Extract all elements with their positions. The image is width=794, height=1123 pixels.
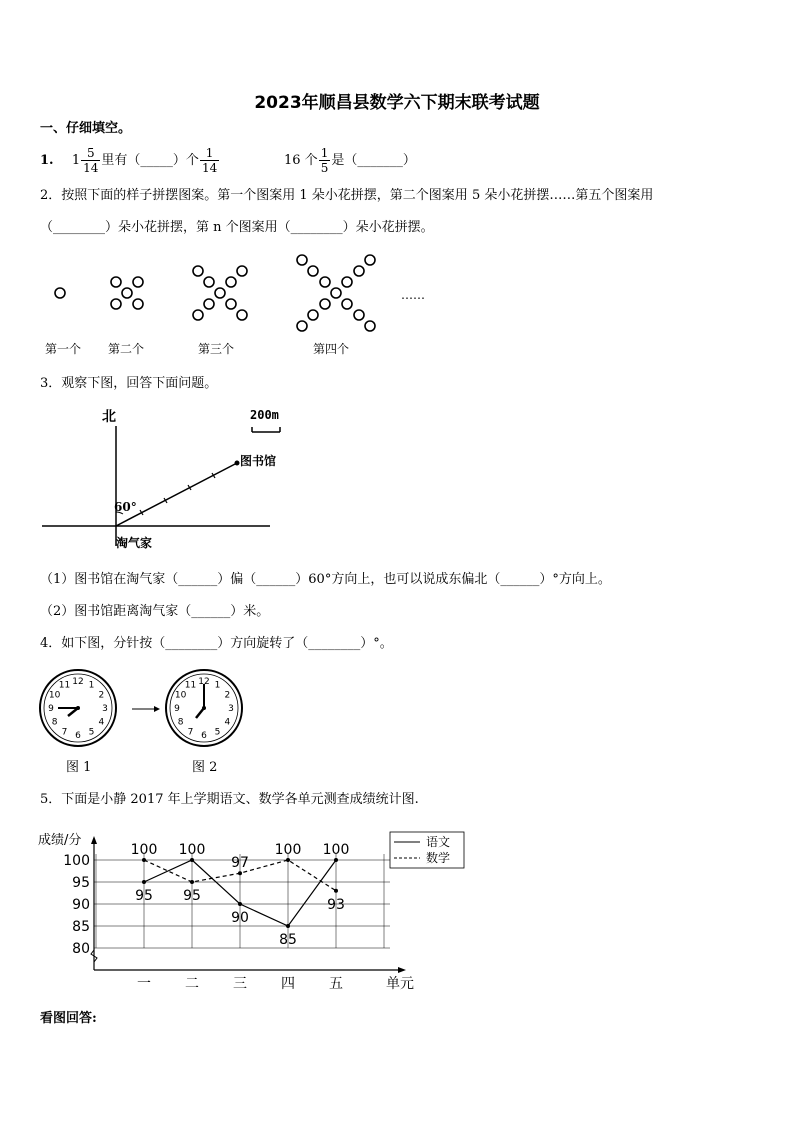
legend-entry-chinese: 语文 <box>426 835 451 849</box>
x-tick-label: 四 <box>281 976 295 992</box>
q1-number: 1. <box>40 153 54 168</box>
score-line-chart <box>30 822 451 1000</box>
question-5-instruction: 看图回答: <box>40 1011 97 1026</box>
question-3: 3．观察下图，回答下面问题。 <box>40 376 218 391</box>
q1-text-b-pre: 16 个 <box>284 153 318 168</box>
q1-whole: 1 <box>71 153 81 168</box>
clock-number: 11 <box>184 680 197 691</box>
y-tick-label: 90 <box>72 897 90 913</box>
flower-patterns <box>30 250 450 360</box>
clock-number: 5 <box>214 727 221 738</box>
q1-fraction-1 <box>81 146 100 175</box>
data-label: 97 <box>231 855 249 872</box>
x-tick-label: 三 <box>233 976 247 992</box>
x-tick-label: 一 <box>137 976 151 992</box>
q1-text-b-post: 是（_______） <box>331 153 416 168</box>
clock-number: 4 <box>98 717 105 728</box>
question-4: 4．如下图，分针按（________）方向旋转了（________）°。 <box>40 636 393 651</box>
fig-1-label: 图 1 <box>66 760 92 775</box>
pattern-1-flower <box>55 288 65 298</box>
clock-number: 7 <box>187 727 194 738</box>
page-title: 2023年顺昌县数学六下期末联考试题 <box>254 93 540 113</box>
clock-number: 8 <box>51 717 58 728</box>
clock-number: 10 <box>48 690 61 701</box>
pattern-ellipsis: …… <box>401 288 425 302</box>
data-point <box>190 880 194 884</box>
data-point <box>142 858 146 862</box>
question-5: 5．下面是小静 2017 年上学期语文、数学各单元测查成绩统计图. <box>40 792 419 807</box>
data-point <box>190 858 194 862</box>
x-tick-label: 二 <box>185 976 199 992</box>
arrow <box>132 706 160 712</box>
question-2-line-2: （________）朵小花拼摆，第 n 个图案用（________）朵小花拼摆。 <box>40 220 434 235</box>
data-label: 93 <box>327 896 345 913</box>
question-3-sub-1: （1）图书馆在淘气家（______）偏（______）60°方向上，也可以说成东偏北（______）°方向上。 <box>40 572 611 587</box>
clock-number: 6 <box>201 731 207 741</box>
q1-frac2-den: 14 <box>201 161 218 175</box>
clock-number: 12 <box>72 677 84 687</box>
chart-legend <box>390 832 464 868</box>
clock-number: 1 <box>214 680 221 691</box>
q1-frac2-num: 1 <box>200 146 219 161</box>
chart-x-ticks <box>137 976 343 992</box>
q1-frac1-den: 14 <box>83 161 99 175</box>
clock-number: 11 <box>58 680 71 691</box>
clock-number: 12 <box>198 677 210 687</box>
chart-y-label: 成绩/分 <box>38 833 82 848</box>
clock-1 <box>40 670 116 746</box>
fig-2-label: 图 2 <box>192 760 218 775</box>
y-axis-arrow <box>91 836 97 844</box>
q1-frac3-num: 1 <box>320 146 329 160</box>
q1-frac3-den: 5 <box>320 161 329 175</box>
data-point <box>238 871 242 875</box>
clock-number: 4 <box>224 717 231 728</box>
clock-number: 3 <box>102 704 108 714</box>
angle-label: 60° <box>114 500 137 514</box>
data-label: 100 <box>130 842 158 858</box>
data-label: 85 <box>279 932 297 948</box>
data-label: 100 <box>274 842 302 858</box>
library-label: 图书馆 <box>240 454 277 468</box>
q1-fraction-2 <box>200 146 219 175</box>
clock-number: 6 <box>75 731 81 741</box>
clock-number: 7 <box>61 727 68 738</box>
pattern-4 <box>297 255 375 331</box>
clock-number: 3 <box>228 704 234 714</box>
pattern-label-3: 第三个 <box>198 342 235 356</box>
clock-number: 8 <box>177 717 184 728</box>
clock-number: 2 <box>224 690 231 701</box>
data-label: 90 <box>231 910 249 926</box>
north-label: 北 <box>102 409 116 425</box>
clock-number: 2 <box>98 690 105 701</box>
scale-label: 200m <box>250 408 279 422</box>
chart-y-ticks <box>63 853 90 957</box>
data-label: 95 <box>135 888 153 904</box>
pattern-label-2: 第二个 <box>108 342 145 356</box>
y-tick-label: 85 <box>72 919 90 935</box>
section-heading: 一、仔细填空。 <box>40 121 132 136</box>
data-label: 95 <box>183 888 201 904</box>
q1-text-a: 里有（_____）个 <box>101 153 199 168</box>
chart-x-label: 单元 <box>386 976 414 992</box>
question-3-sub-2: （2）图书馆距离淘气家（______）米。 <box>40 604 270 619</box>
data-label: 100 <box>322 842 350 858</box>
data-point <box>334 858 338 862</box>
direction-diagram <box>38 400 308 560</box>
data-point <box>334 889 338 893</box>
q1-fraction-3 <box>319 146 331 175</box>
clock-number: 9 <box>48 704 54 714</box>
pattern-label-1: 第一个 <box>45 342 82 356</box>
pattern-3 <box>193 266 247 320</box>
clock-number: 10 <box>174 690 187 701</box>
question-1b <box>284 146 416 175</box>
x-tick-label: 五 <box>329 976 343 992</box>
clock-figures <box>36 666 248 750</box>
scale-bar <box>252 427 280 432</box>
question-2-line-1: 2．按照下面的样子拼摆图案。第一个图案用 1 朵小花拼摆，第二个图案用 5 朵小花拼摆……第五个图案用 <box>40 188 654 203</box>
pattern-label-4: 第四个 <box>313 342 350 356</box>
clock-number: 5 <box>88 727 95 738</box>
y-tick-label: 100 <box>63 853 90 869</box>
question-1 <box>40 146 220 175</box>
data-point <box>286 924 290 928</box>
library-point <box>235 461 240 466</box>
pattern-2 <box>111 277 143 309</box>
q1-frac1-num: 5 <box>81 146 100 161</box>
legend-entry-math: 数学 <box>426 851 451 865</box>
y-tick-label: 80 <box>72 941 90 957</box>
y-tick-label: 95 <box>72 875 90 891</box>
data-point <box>142 880 146 884</box>
home-label: 淘气家 <box>116 536 153 550</box>
data-point <box>238 902 242 906</box>
data-point <box>286 858 290 862</box>
x-axis-arrow <box>398 967 406 973</box>
data-label: 100 <box>178 842 206 858</box>
clock-2 <box>166 670 242 746</box>
library-direction-line <box>116 463 237 526</box>
clock-number: 9 <box>174 704 180 714</box>
clock-number: 1 <box>88 680 95 691</box>
